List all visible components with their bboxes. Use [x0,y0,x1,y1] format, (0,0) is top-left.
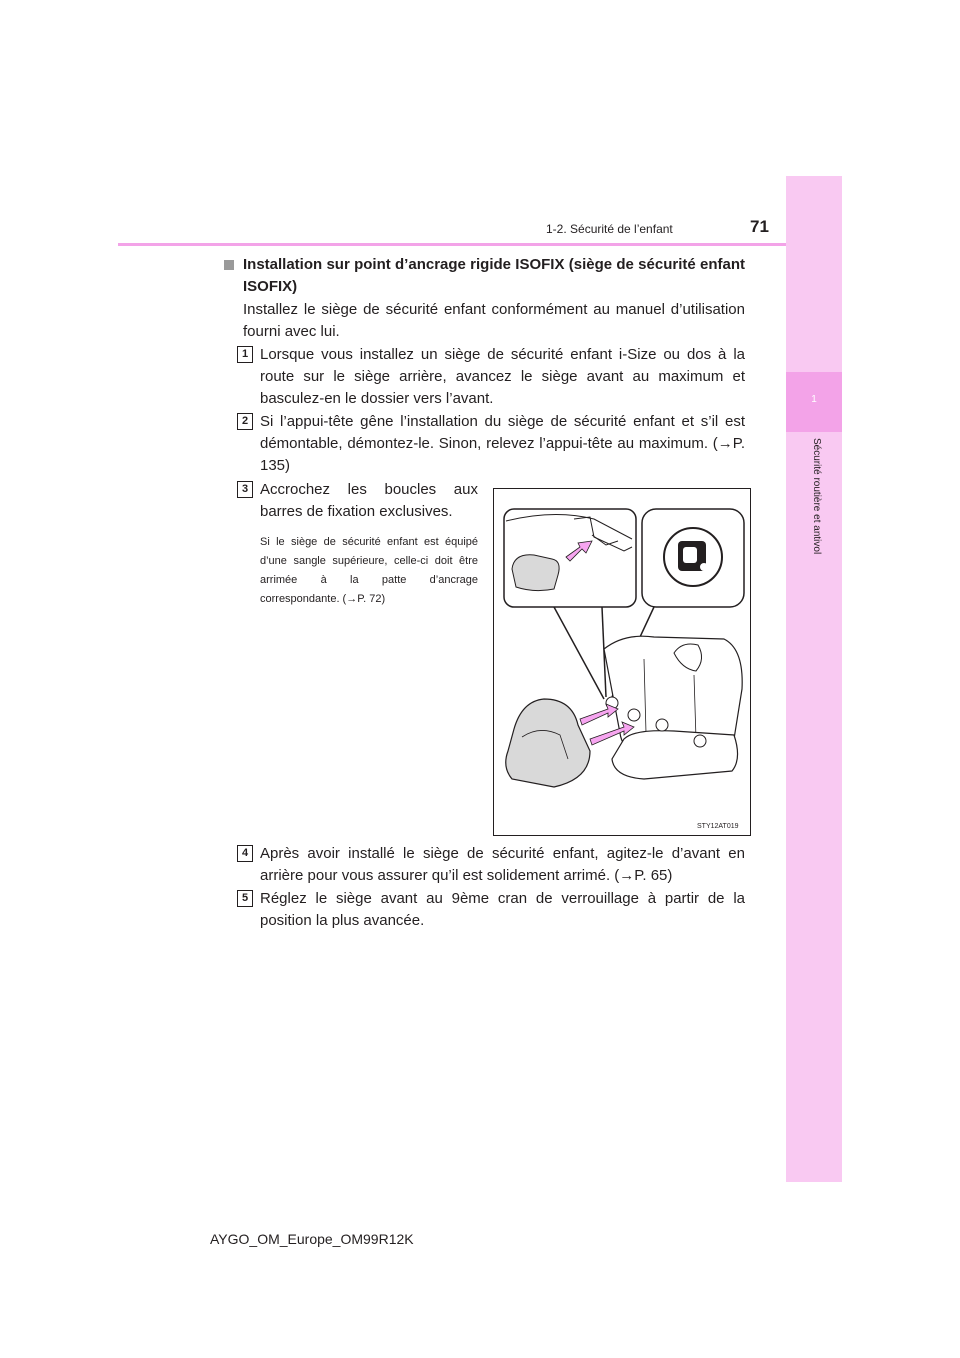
step-number: 2 [237,413,253,430]
header-rule [118,243,786,246]
isofix-illustration [493,488,751,836]
section-heading: Installation sur point d’ancrage rigide ISOFIX (siège de sécurité enfant ISOFIX) [243,256,745,295]
step-text: Accrochez les boucles aux barres de fixation exclusives. [260,481,478,520]
step-note: Si le siège de sécurité enfant est équipé d’une sangle supérieure, celle-ci doit être arrimée à la patte d’ancrage correspondante. (→P. 72) [260,536,478,605]
step-number: 4 [237,845,253,862]
step-number: 3 [237,481,253,498]
step-text: Lorsque vous installez un siège de sécurité enfant i-Size ou dos à la route sur le siège arrière, avancez le siège avant au maximum et basculez-en le dossier vers l’avant. [260,346,745,407]
document-code: AYGO_OM_Europe_OM99R12K [210,1231,414,1247]
step-text: Réglez le siège avant au 9ème cran de verrouillage à partir de la position la plus avancée. [260,890,745,929]
step-number: 1 [237,346,253,363]
seat-diagram [494,489,750,835]
page-number: 71 [750,217,769,236]
section-title: 1-2. Sécurité de l’enfant [546,222,673,236]
chapter-label: Sécurité routière et antivol [811,438,822,555]
intro-paragraph: Installez le siège de sécurité enfant conformément au manuel d’utilisation fourni avec lui. [243,301,745,340]
step-text: Après avoir installé le siège de sécurité enfant, agitez-le d’avant en arrière pour vous assurer qu’il est solidement arrimé. (→P. 65) [260,845,745,884]
square-bullet-icon [224,260,234,270]
step-number: 5 [237,890,253,907]
figure-code: STY12AT019 [697,823,739,830]
side-tab [786,176,842,1182]
chapter-number: 1 [811,394,817,405]
step-text: Si l’appui-tête gêne l’installation du siège de sécurité enfant et s’il est démontable, démontez-le. Sinon, relevez l’appui-tête au maximum. (→P. 135) [260,413,745,474]
